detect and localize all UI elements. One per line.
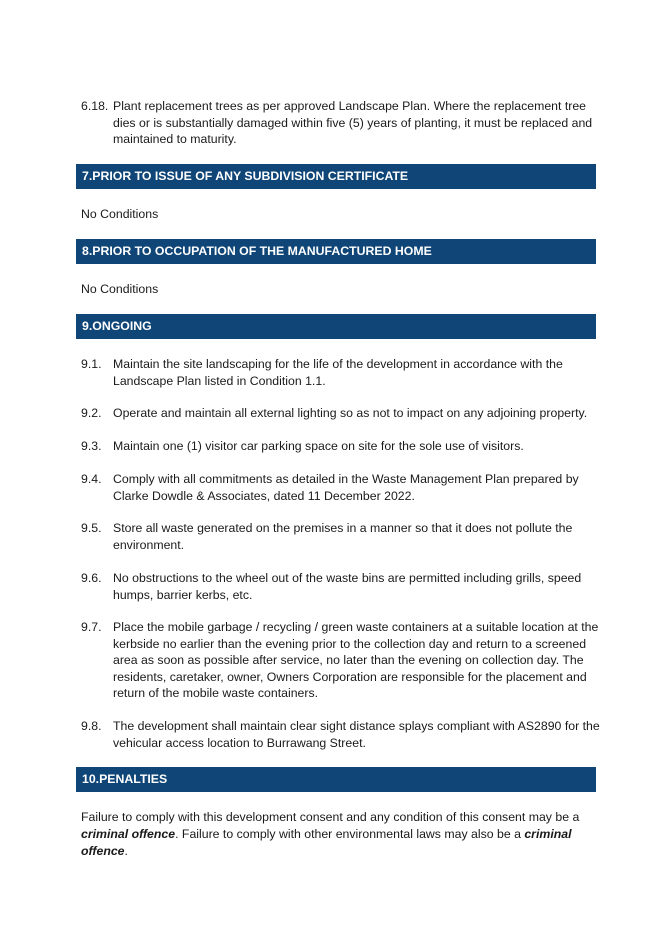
section-heading-7: 7.PRIOR TO ISSUE OF ANY SUBDIVISION CERTIFICATE [76, 164, 596, 189]
penalties-emphasis-2: criminal offence [81, 827, 572, 858]
condition-9-3 [81, 438, 606, 455]
condition-text: Plant replacement trees as per approved Landscape Plan. Where the replacement tree dies or is substantially damaged within five (5) years of planting, it must be replaced and maintained to maturity. [113, 99, 593, 146]
condition-number: 6.18. [81, 99, 109, 113]
condition-number: 9.2. [81, 406, 102, 420]
condition-9-2 [81, 405, 606, 422]
condition-number: 9.6. [81, 571, 102, 585]
condition-text: Maintain one (1) visitor car parking space on site for the sole use of visitors. [113, 439, 524, 453]
condition-text: Place the mobile garbage / recycling / green waste containers at a suitable location at the kerbside no earlier than the evening prior to the collection day and return to a screened area as soon as possible after service, no later than the evening on collection day. The residents, caretaker, owner, Owners Corporation are responsible for the placement and return of the mobile waste containers. [113, 620, 599, 700]
section-heading-10: 10.PENALTIES [76, 767, 596, 792]
condition-9-4 [81, 471, 606, 504]
condition-9-7 [81, 619, 609, 702]
condition-9-5 [81, 520, 606, 553]
penalties-text-1: Failure to comply with this development consent and any condition of this consent may be a [81, 810, 580, 824]
section-heading-8: 8.PRIOR TO OCCUPATION OF THE MANUFACTURED HOME [76, 239, 596, 264]
condition-9-6 [81, 570, 606, 603]
condition-text: Comply with all commitments as detailed in the Waste Management Plan prepared by Clarke Dowdle & Associates, dated 11 December 2022. [113, 472, 579, 503]
condition-number: 9.4. [81, 472, 102, 486]
penalties-paragraph [81, 809, 601, 860]
condition-text: The development shall maintain clear sight distance splays compliant with AS2890 for the vehicular access location to Burrawang Street. [113, 719, 600, 750]
section-heading-9: 9.ONGOING [76, 314, 596, 339]
condition-number: 9.7. [81, 620, 102, 634]
condition-6-18 [81, 98, 606, 148]
condition-9-1 [81, 356, 606, 389]
penalties-text-3: . [124, 844, 128, 858]
condition-number: 9.1. [81, 357, 102, 371]
penalties-emphasis-1: criminal offence [81, 827, 176, 841]
condition-text: Maintain the site landscaping for the life of the development in accordance with the Landscape Plan listed in Condition 1.1. [113, 357, 563, 388]
condition-9-8 [81, 718, 606, 751]
section-7-body: No Conditions [81, 207, 159, 221]
condition-text: Operate and maintain all external lighting so as not to impact on any adjoining property. [113, 406, 588, 420]
section-8-body: No Conditions [81, 282, 159, 296]
condition-text: No obstructions to the wheel out of the waste bins are permitted including grills, speed humps, barrier kerbs, etc. [113, 571, 582, 602]
condition-text: Store all waste generated on the premises in a manner so that it does not pollute the environment. [113, 521, 573, 552]
condition-number: 9.8. [81, 719, 102, 733]
condition-number: 9.3. [81, 439, 102, 453]
condition-number: 9.5. [81, 521, 102, 535]
penalties-text-2: . Failure to comply with other environmental laws may also be a [175, 827, 525, 841]
